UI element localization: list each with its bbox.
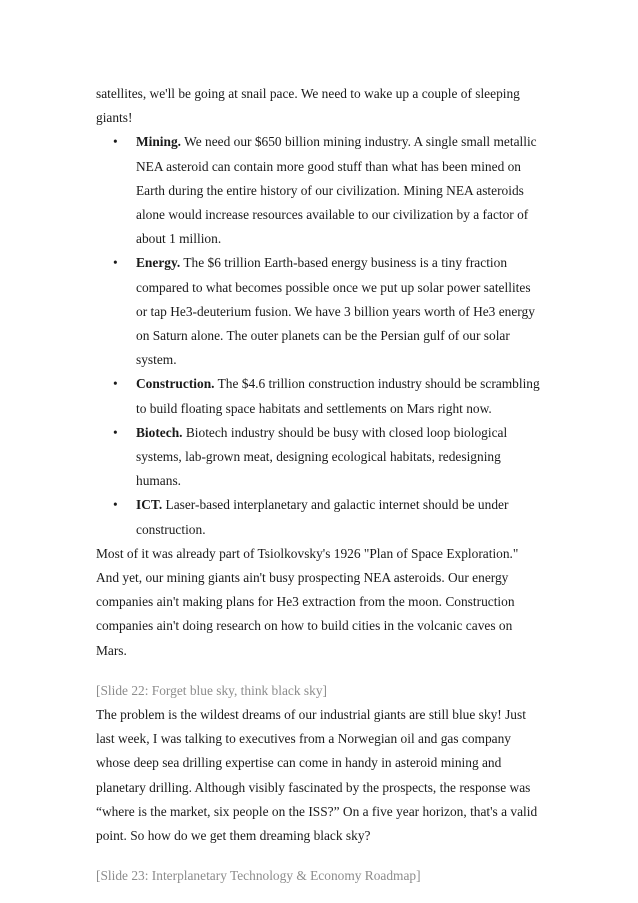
bullet-text: We need our $650 billion mining industry. A single small metallic NEA asteroid can contain more good stuff than what has been mined on Earth during the entire history of our civilization. Mining NEA asteroids alone would increase resources available to our civilization by a factor of about 1 million. [136,134,537,247]
bullet-text: Biotech industry should be busy with closed loop biological systems, lab-grown meat, designing ecological habitats, redesigning humans. [136,424,508,489]
bullet-text: Laser-based interplanetary and galactic internet should be under construction. [136,497,509,537]
bullet-icon: • [113,134,118,150]
industry-bullet-list [96,130,544,541]
bullet-icon: • [113,376,118,392]
bullet-text: The $4.6 trillion construction industry should be scrambling to build floating space habitats and settlements on Mars right now. [136,376,540,416]
bullet-icon: • [113,497,118,513]
slide-22-reference: [Slide 22: Forget blue sky, think black sky] [96,682,327,698]
bullet-term: ICT. [136,497,163,513]
slide-23-reference: [Slide 23: Interplanetary Technology & Economy Roadmap] [96,868,421,884]
document-body [96,82,544,889]
black-sky-paragraph: The problem is the wildest dreams of our industrial giants are still blue sky! Just last week, I was talking to executives from a Norwegian oil and gas company whose deep sea drilling expertise can come in handy in asteroid mining and planetary drilling. Although visibly fascinated by the prospects, the response was “where is the market, six people on the ISS?” On a five year horizon, that's a valid point. So how do we get them dreaming black sky? [96,707,538,844]
bullet-term: Construction. [136,376,215,392]
bullet-item-energy [96,251,544,372]
bullet-term: Energy. [136,255,181,271]
bullet-icon: • [113,424,118,440]
bullet-term: Biotech. [136,424,183,440]
bullet-item-biotech [96,421,544,494]
plan-of-space-exploration-paragraph: Most of it was already part of Tsiolkovsky's 1926 "Plan of Space Exploration." And yet, our mining giants ain't busy prospecting NEA asteroids. Our energy companies ain't making plans for He3 extraction from the moon. Construction companies ain't doing research on how to build cities in the volcanic caves on Mars. [96,545,519,658]
bullet-item-mining [96,130,544,251]
bullet-term: Mining. [136,134,182,150]
bullet-text: The $6 trillion Earth-based energy business is a tiny fraction compared to what becomes possible once we put up solar power satellites or tap He3-deuterium fusion. We have 3 billion years worth of He3 energy on Saturn alone. The outer planets can be the Persian gulf of our solar system. [136,255,535,368]
bullet-item-construction [96,372,544,420]
bullet-item-ict [96,493,544,541]
bullet-icon: • [113,255,118,271]
opening-paragraph: satellites, we'll be going at snail pace. We need to wake up a couple of sleeping giants! [96,86,520,126]
